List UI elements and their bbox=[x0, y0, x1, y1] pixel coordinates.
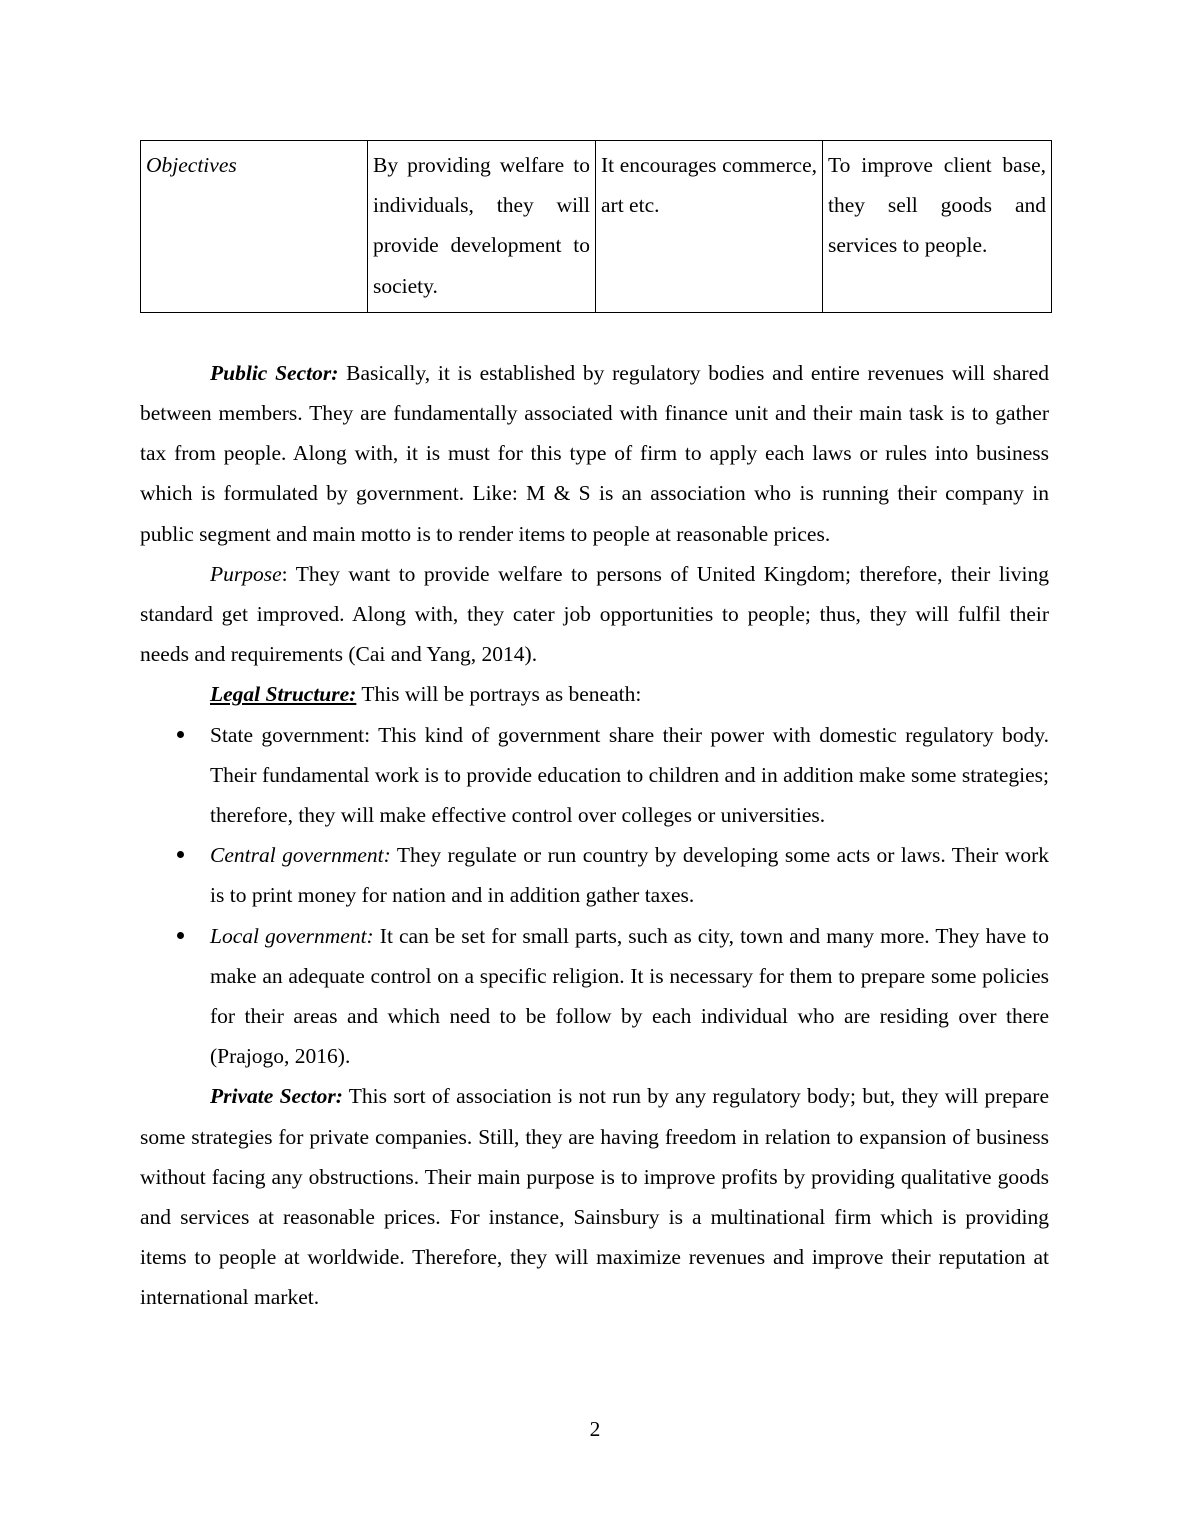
government-list bbox=[140, 715, 1049, 1077]
objectives-table bbox=[140, 140, 1052, 313]
page-number: 2 bbox=[589, 1417, 601, 1441]
bullet-icon bbox=[177, 932, 184, 939]
purpose-paragraph bbox=[140, 554, 1049, 675]
table-cell: To improve client base, they sell goods and services to people. bbox=[823, 141, 1052, 313]
row-label-objectives: Objectives bbox=[141, 141, 368, 313]
document-page bbox=[140, 140, 1049, 1318]
public-sector-text: Basically, it is established by regulatory bodies and entire revenues will shared between members. They are fundamentally associated with finance unit and their main task is to gather tax from people. Along with, it is must for this type of firm to apply each laws or rules into business which is formulated by government. Like: M & S is an association who is running their company in public segment and main motto is to render items to people at reasonable prices. bbox=[140, 360, 1049, 546]
list-item bbox=[140, 715, 1049, 836]
legal-structure-text: This will be portrays as beneath: bbox=[356, 682, 642, 707]
public-sector-paragraph bbox=[140, 353, 1049, 554]
purpose-text: : They want to provide welfare to persons of United Kingdom; therefore, their living standard get improved. Along with, they cater job opportunities to people; thus, they will fulfil their needs and requirements (Cai and Yang, 2014). bbox=[140, 561, 1049, 667]
list-item bbox=[140, 835, 1049, 915]
private-sector-text: This sort of association is not run by any regulatory body; but, they will prepare some strategies for private companies. Still, they are having freedom in relation to expansion of business without facing any obstructions. Their main purpose is to improve profits by providing qualitative goods and services at reasonable prices. For instance, Sainsbury is a multinational firm which is providing items to people at worldwide. Therefore, they will maximize revenues and improve their reputation at international market. bbox=[140, 1084, 1049, 1310]
list-item-text: They regulate or run country by developing some acts or laws. Their work is to print money for nation and in addition gather taxes. bbox=[210, 843, 1049, 908]
purpose-heading: Purpose bbox=[210, 561, 282, 586]
table-row bbox=[141, 141, 1052, 313]
legal-structure-paragraph bbox=[140, 674, 1049, 714]
table-cell: It encourages commerce, art etc. bbox=[596, 141, 823, 313]
table-cell: By providing welfare to individuals, they will provide development to society. bbox=[368, 141, 596, 313]
bullet-icon bbox=[177, 731, 184, 738]
bullet-icon bbox=[177, 851, 184, 858]
body-text bbox=[140, 353, 1049, 1318]
legal-structure-heading: Legal Structure: bbox=[210, 682, 357, 707]
list-item-text: It can be set for small parts, such as city, town and many more. They have to make an adequate control on a specific religion. It is necessary for them to prepare some policies for their areas and which need to be follow by each individual who are residing over there (Prajogo, 2016). bbox=[210, 923, 1049, 1069]
list-item-term: Local government: bbox=[210, 923, 374, 948]
list-item bbox=[140, 916, 1049, 1077]
public-sector-heading: Public Sector: bbox=[210, 360, 339, 385]
private-sector-paragraph bbox=[140, 1076, 1049, 1317]
private-sector-heading: Private Sector: bbox=[210, 1084, 343, 1109]
list-item-text: State government: This kind of government share their power with domestic regulatory body. Their fundamental work is to provide education to children and in addition make some strategies; therefore, they will make effective control over colleges or universities. bbox=[210, 722, 1049, 828]
list-item-term: Central government: bbox=[210, 843, 391, 868]
